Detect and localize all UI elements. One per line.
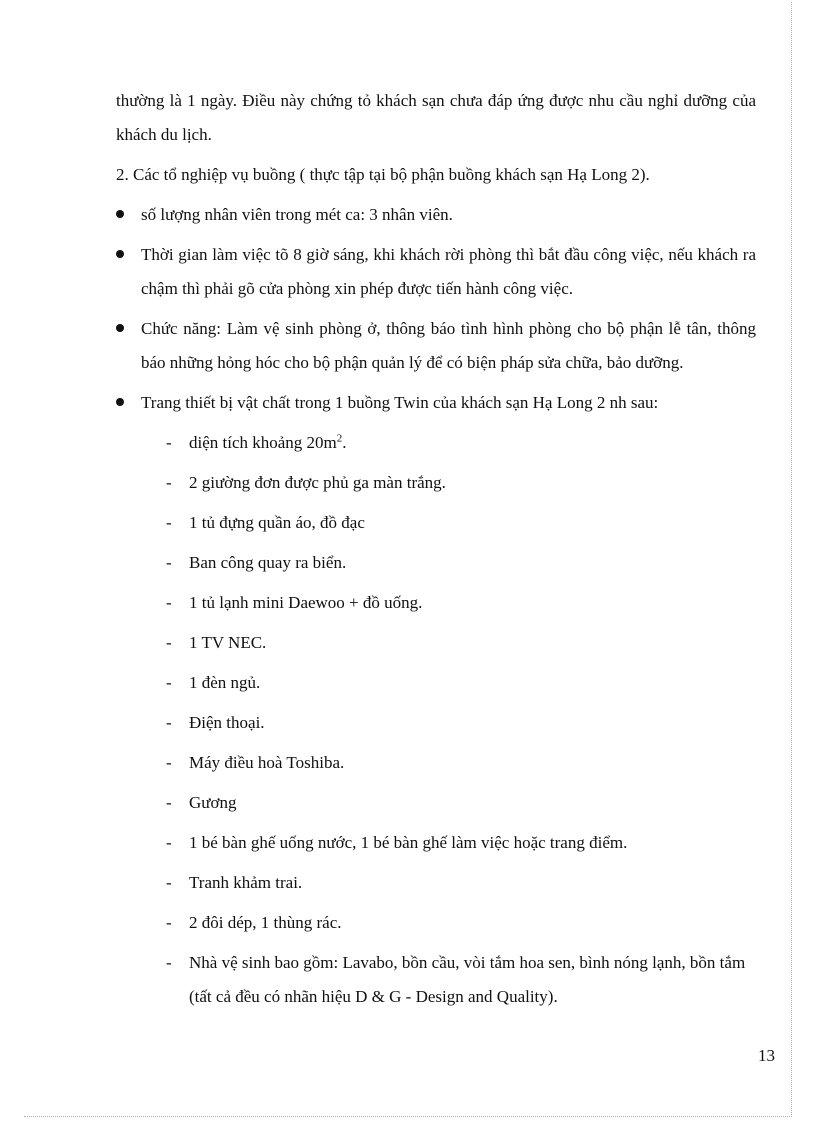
dash-icon: - — [166, 633, 172, 652]
bullet-item — [116, 238, 756, 306]
equipment-item — [116, 906, 756, 940]
equipment-item — [116, 786, 756, 820]
bullet-item — [116, 386, 756, 420]
section-heading: 2. Các tổ nghiệp vụ buồng ( thực tập tại bộ phận buồng khách sạn Hạ Long 2). — [116, 165, 650, 184]
equipment-text: 1 bé bàn ghế uống nước, 1 bé bàn ghế làm việc hoặc trang điểm. — [189, 833, 628, 852]
equipment-text: Nhà vệ sinh bao gồm: Lavabo, bồn cầu, vòi tắm hoa sen, bình nóng lạnh, bồn tắm (tất cả đều có nhãn hiệu D & G - Design and Quality). — [189, 953, 746, 1006]
bullet-list — [116, 198, 756, 420]
bullet-text: Chức năng: Làm vệ sinh phòng ở, thông báo tình hình phòng cho bộ phận lễ tân, thông báo những hỏng hóc cho bộ phận quản lý để có biện pháp sửa chữa, bảo dưỡng. — [141, 319, 756, 372]
bullet-dot-icon — [116, 398, 124, 406]
dash-icon: - — [166, 433, 172, 452]
equipment-item — [116, 466, 756, 500]
equipment-item — [116, 626, 756, 660]
bullet-item — [116, 198, 756, 232]
bullet-text: Thời gian làm việc tõ 8 giờ sáng, khi khách rời phòng thì bắt đầu công việc, nếu khách ra chậm thì phải gõ cửa phòng xin phép được tiến hành công việc. — [141, 245, 756, 298]
area-suffix: . — [342, 433, 347, 452]
equipment-text: Gương — [189, 793, 237, 812]
equipment-text: Tranh khảm trai. — [189, 873, 303, 892]
dash-icon: - — [166, 713, 172, 732]
equipment-item — [116, 866, 756, 900]
bullet-dot-icon — [116, 210, 124, 218]
dash-icon: - — [166, 593, 172, 612]
equipment-item — [116, 666, 756, 700]
equipment-item — [116, 826, 756, 860]
dash-icon: - — [166, 753, 172, 772]
equipment-area-text: diện tích khoảng 20m — [189, 433, 337, 452]
document-body — [116, 84, 756, 1020]
bullet-dot-icon — [116, 250, 124, 258]
equipment-text: 2 đôi dép, 1 thùng rác. — [189, 913, 342, 932]
equipment-text: Máy điều hoà Toshiba. — [189, 753, 345, 772]
equipment-item — [116, 586, 756, 620]
area-superscript: 2 — [336, 432, 343, 445]
dash-icon: - — [166, 873, 172, 892]
dash-icon: - — [166, 513, 172, 532]
page-number: 13 — [758, 1046, 775, 1065]
bullet-item — [116, 312, 756, 380]
page-border-right — [791, 2, 792, 1117]
page-border-bottom — [24, 1116, 792, 1117]
equipment-text: 1 đèn ngủ. — [189, 673, 261, 692]
equipment-item — [116, 546, 756, 580]
intro-paragraph: thường là 1 ngày. Điều này chứng tỏ khách sạn chưa đáp ứng được nhu cầu nghỉ dưỡng của khách du lịch. — [116, 91, 756, 144]
equipment-item — [116, 746, 756, 780]
bullet-text: Trang thiết bị vật chất trong 1 buồng Twin của khách sạn Hạ Long 2 nh sau: — [141, 393, 659, 412]
dash-icon: - — [166, 793, 172, 812]
equipment-text: Điện thoại. — [189, 713, 265, 732]
equipment-item — [116, 706, 756, 740]
equipment-item — [116, 506, 756, 540]
dash-icon: - — [166, 553, 172, 572]
dash-icon: - — [166, 673, 172, 692]
dash-icon: - — [166, 833, 172, 852]
dash-icon: - — [166, 473, 172, 492]
dash-icon: - — [166, 913, 172, 932]
equipment-item — [116, 426, 756, 460]
equipment-item — [116, 946, 756, 1014]
equipment-list — [116, 426, 756, 1014]
dash-icon: - — [166, 953, 172, 972]
equipment-text: Ban công quay ra biển. — [189, 553, 347, 572]
equipment-text: 2 giường đơn được phủ ga màn trắng. — [189, 473, 446, 492]
equipment-text: 1 tủ đựng quần áo, đồ đạc — [189, 513, 365, 532]
equipment-text: 1 TV NEC. — [189, 633, 267, 652]
bullet-text: số lượng nhân viên trong mét ca: 3 nhân viên. — [141, 205, 453, 224]
equipment-text: 1 tủ lạnh mini Daewoo + đồ uống. — [189, 593, 423, 612]
bullet-dot-icon — [116, 324, 124, 332]
